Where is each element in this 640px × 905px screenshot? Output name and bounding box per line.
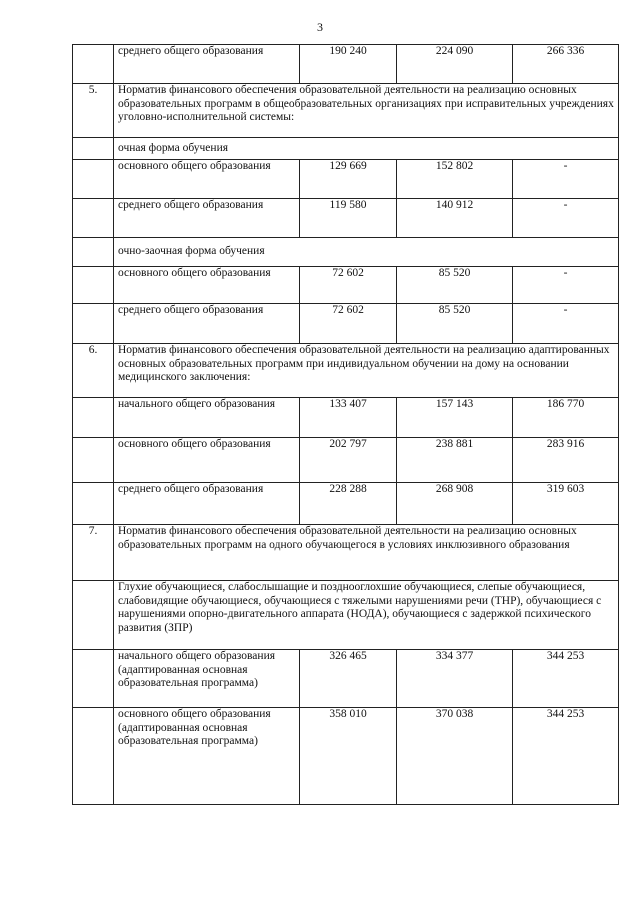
table-row — [73, 650, 619, 708]
table-row — [73, 45, 619, 84]
value-cell: - — [513, 199, 619, 238]
row-label: основного общего образования — [114, 438, 300, 483]
form-row — [73, 238, 619, 267]
number-cell — [73, 45, 114, 84]
section-header-row — [73, 525, 619, 581]
table-row — [73, 398, 619, 438]
value-cell: 202 797 — [300, 438, 397, 483]
value-cell: 283 916 — [513, 438, 619, 483]
value-cell: - — [513, 160, 619, 199]
number-cell — [73, 483, 114, 525]
value-cell: 224 090 — [397, 45, 513, 84]
row-label: среднего общего образования — [114, 199, 300, 238]
row-label: среднего общего образования — [114, 45, 300, 84]
section-number: 7. — [73, 525, 114, 581]
value-cell: 319 603 — [513, 483, 619, 525]
row-label: начального общего образования — [114, 398, 300, 438]
row-label: среднего общего образования — [114, 483, 300, 525]
value-cell: 140 912 — [397, 199, 513, 238]
row-label: основного общего образования (адаптированная основная образовательная программа) — [114, 708, 300, 805]
table-row — [73, 438, 619, 483]
value-cell: - — [513, 304, 619, 344]
row-label: основного общего образования — [114, 267, 300, 304]
value-cell: - — [513, 267, 619, 304]
table-row — [73, 267, 619, 304]
section-number: 5. — [73, 84, 114, 138]
value-cell: 72 602 — [300, 267, 397, 304]
value-cell: 133 407 — [300, 398, 397, 438]
value-cell: 157 143 — [397, 398, 513, 438]
form-label: очная форма обучения — [114, 138, 619, 160]
value-cell: 326 465 — [300, 650, 397, 708]
value-cell: 238 881 — [397, 438, 513, 483]
number-cell — [73, 238, 114, 267]
page-number: 3 — [317, 20, 323, 34]
number-cell — [73, 304, 114, 344]
value-cell: 186 770 — [513, 398, 619, 438]
section-title: Норматив финансового обеспечения образовательной деятельности на реализацию основных образовательных программ на одного обучающегося в условиях инклюзивного образования — [114, 525, 619, 581]
section-number: 6. — [73, 344, 114, 398]
form-label: очно-заочная форма обучения — [114, 238, 619, 267]
norms-table — [72, 44, 619, 805]
form-row — [73, 138, 619, 160]
value-cell: 129 669 — [300, 160, 397, 199]
value-cell: 266 336 — [513, 45, 619, 84]
group-description: Глухие обучающиеся, слабослышащие и позднооглохшие обучающиеся, слепые обучающиеся, слабовидящие обучающиеся, обучающиеся с тяжелыми нарушениями речи (ТНР), обучающиеся с нарушениями опорно-двигательного аппарата (НОДА), обучающиеся с задержкой психического развития (ЗПР) — [114, 581, 619, 650]
value-cell: 119 580 — [300, 199, 397, 238]
number-cell — [73, 138, 114, 160]
row-label: основного общего образования — [114, 160, 300, 199]
value-cell: 344 253 — [513, 708, 619, 805]
section-header-row — [73, 344, 619, 398]
number-cell — [73, 267, 114, 304]
value-cell: 370 038 — [397, 708, 513, 805]
value-cell: 190 240 — [300, 45, 397, 84]
number-cell — [73, 708, 114, 805]
value-cell: 268 908 — [397, 483, 513, 525]
value-cell: 334 377 — [397, 650, 513, 708]
number-cell — [73, 160, 114, 199]
table-row — [73, 304, 619, 344]
number-cell — [73, 398, 114, 438]
value-cell: 228 288 — [300, 483, 397, 525]
section-header-row — [73, 84, 619, 138]
section-title: Норматив финансового обеспечения образовательной деятельности на реализацию основных образовательных программ в общеобразовательных организациях при исправительных учреждениях уголовно-исполнительной системы: — [114, 84, 619, 138]
value-cell: 344 253 — [513, 650, 619, 708]
row-label: среднего общего образования — [114, 304, 300, 344]
value-cell: 85 520 — [397, 304, 513, 344]
table-row — [73, 199, 619, 238]
table-row — [73, 483, 619, 525]
value-cell: 85 520 — [397, 267, 513, 304]
number-cell — [73, 438, 114, 483]
table-row — [73, 708, 619, 805]
number-cell — [73, 650, 114, 708]
section-title: Норматив финансового обеспечения образовательной деятельности на реализацию адаптированных основных образовательных программ при индивидуальном обучении на дому на основании медицинского заключения: — [114, 344, 619, 398]
table-row — [73, 160, 619, 199]
value-cell: 358 010 — [300, 708, 397, 805]
row-label: начального общего образования (адаптированная основная образовательная программа) — [114, 650, 300, 708]
number-cell — [73, 199, 114, 238]
number-cell — [73, 581, 114, 650]
group-row — [73, 581, 619, 650]
value-cell: 72 602 — [300, 304, 397, 344]
value-cell: 152 802 — [397, 160, 513, 199]
